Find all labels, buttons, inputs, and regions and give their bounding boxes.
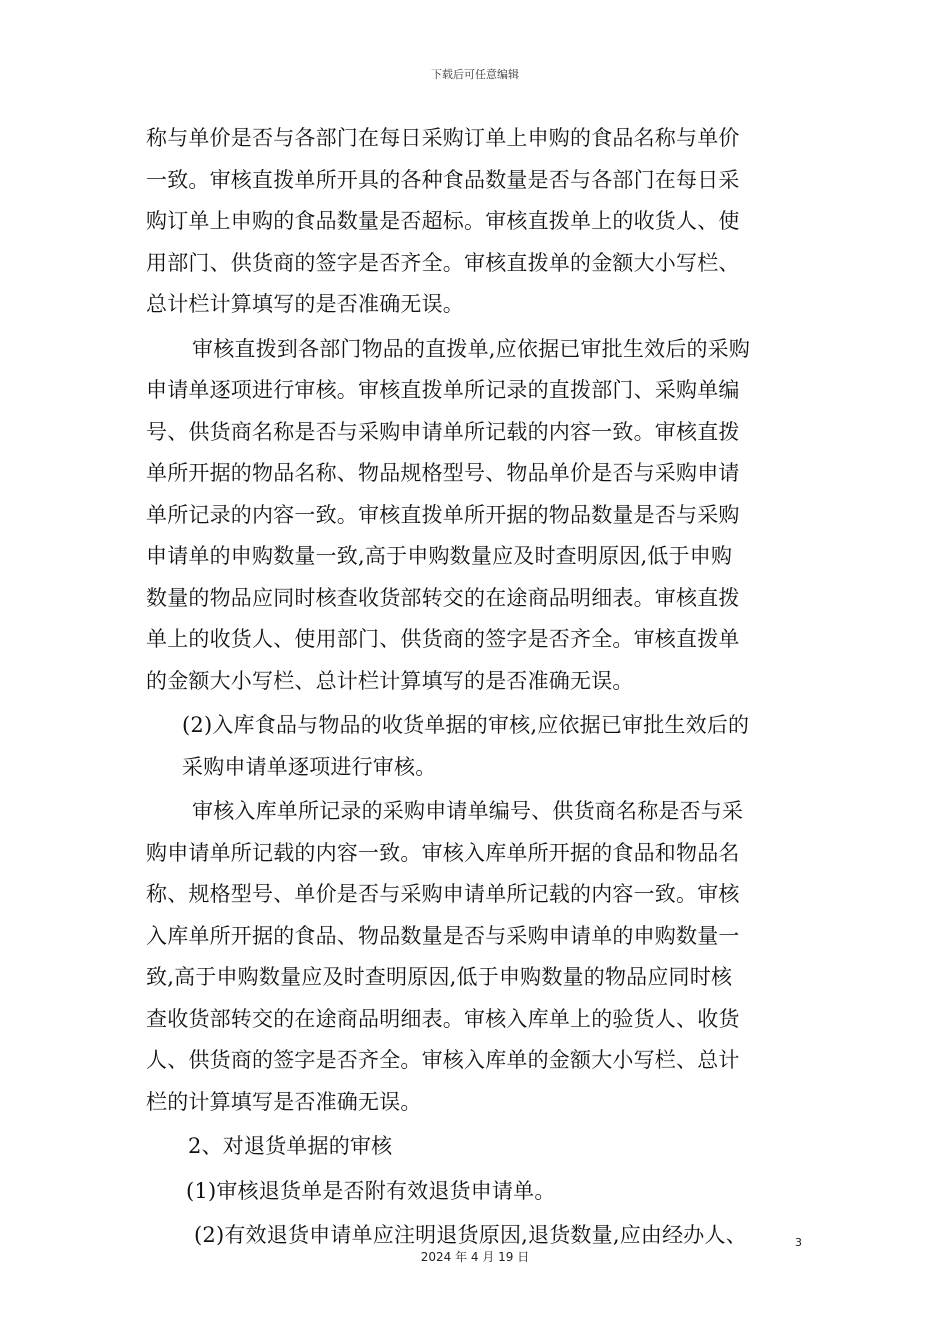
text-line: 申请单逐项进行审核。审核直拨单所记录的直拨部门、采购单编 [146,378,740,402]
text-line: 用部门、供货商的签字是否齐全。审核直拨单的金额大小写栏、 [146,250,740,275]
text-line: 查收货部转交的在途商品明细表。审核入库单上的验货人、收货 [146,1006,740,1031]
text-line: 数量的物品应同时核查收货部转交的在途商品明细表。审核直拨 [146,585,740,610]
text-line: 称与单价是否与各部门在每日采购订单上申购的食品名称与单价 [146,126,740,150]
page-number: 3 [795,1236,802,1249]
text-line: (2)入库食品与物品的收货单据的审核,应依据已审批生效后的 [182,713,750,737]
text-line: 购订单上申购的食品数量是否超标。审核直拨单上的收货人、使 [146,209,740,233]
text-line: (2)有效退货申请单应注明退货原因,退货数量,应由经办人、 [194,1223,747,1247]
text-line: 栏的计算填写是否准确无误。 [146,1089,422,1114]
text-line: (1)审核退货单是否附有效退货申请单。 [186,1178,556,1203]
text-line: 号、供货商名称是否与采购申请单所记载的内容一致。审核直拨 [146,419,740,444]
text-line: 一致。审核直拨单所开具的各种食品数量是否与各部门在每日采 [146,167,740,192]
text-line: 入库单所开据的食品、物品数量是否与采购申请单的申购数量一 [146,923,740,948]
text-line: 采购申请单逐项进行审核。 [182,754,437,779]
text-line: 单上的收货人、使用部门、供货商的签字是否齐全。审核直拨单 [146,627,740,651]
document-body [146,118,826,1257]
text-line: 购申请单所记载的内容一致。审核入库单所开据的食品和物品名 [146,840,740,865]
section-heading: 2、对退货单据的审核 [188,1134,393,1158]
page-header: 下载后可任意编辑 [431,68,519,81]
text-line: 审核入库单所记录的采购申请单编号、供货商名称是否与采 [192,799,744,823]
text-line: 的金额大小写栏、总计栏计算填写的是否准确无误。 [146,668,634,693]
text-line: 单所记录的内容一致。审核直拨单所开据的物品数量是否与采购 [146,502,740,527]
text-line: 审核直拨到各部门物品的直拨单,应依据已审批生效后的采购 [192,336,751,361]
text-line: 单所开据的物品名称、物品规格型号、物品单价是否与采购申请 [146,461,740,485]
text-line: 申请单的申购数量一致,高于申购数量应及时查明原因,低于申购 [146,544,733,568]
page-footer-date: 2024 年 4 月 19 日 [420,1250,530,1264]
text-line: 人、供货商的签字是否齐全。审核入库单的金额大小写栏、总计 [146,1048,740,1072]
text-line: 总计栏计算填写的是否准确无误。 [146,292,464,316]
text-line: 致,高于申购数量应及时查明原因,低于申购数量的物品应同时核 [146,965,733,989]
text-line: 称、规格型号、单价是否与采购申请单所记载的内容一致。审核 [146,882,740,906]
